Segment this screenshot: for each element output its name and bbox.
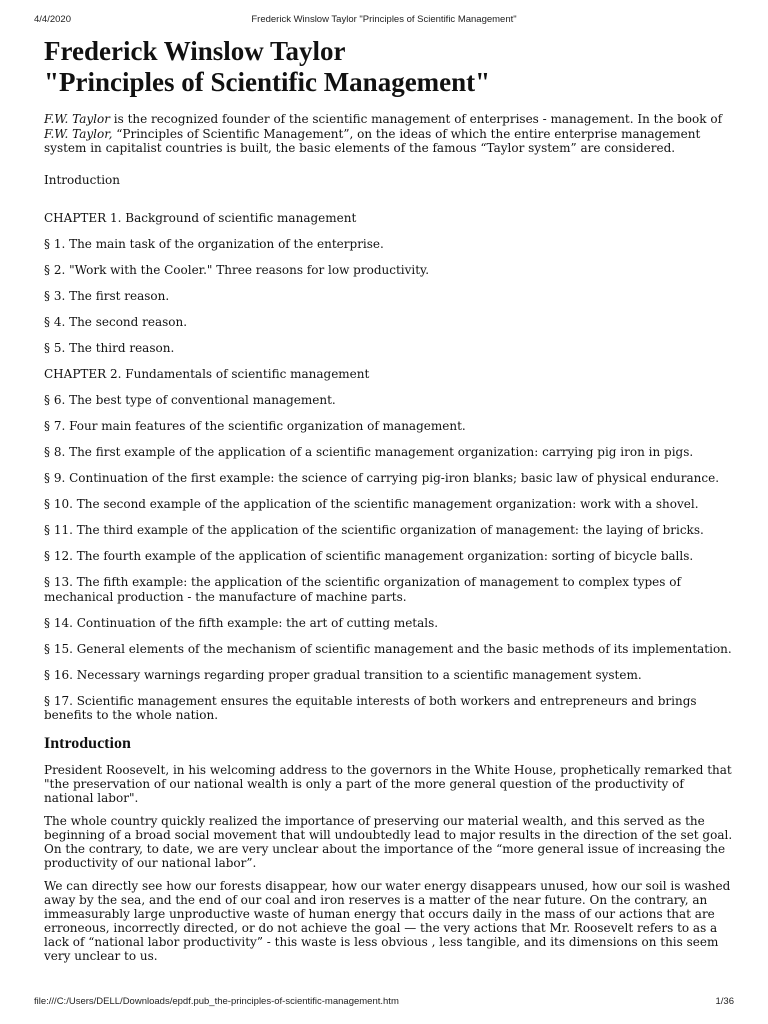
intro-paragraph bbox=[44, 112, 734, 156]
toc-section[interactable]: § 17. Scientific management ensures the equitable interests of both workers and entrepreneurs and brings benefits to the whole nation. bbox=[44, 693, 697, 722]
page-title-line1: Frederick Winslow Taylor bbox=[44, 36, 346, 66]
document-content bbox=[44, 36, 734, 972]
body-paragraph: The whole country quickly realized the importance of preserving our material wealth, and this served as the beginning of a broad social movement that will undoubtedly lead to major results in the direction of the set goal. On the contrary, to date, we are very unclear about the importance of the “more general issue of increasing the productivity of our national labor”. bbox=[44, 814, 733, 870]
body-paragraph: We can directly see how our forests disappear, how our water energy disappears unused, how our soil is washed away by the sea, and the end of our coal and iron reserves is a matter of the near future. On the contrary, an immeasurably large unproductive waste of human energy that occurs daily in the mass of our actions that are erroneous, incorrectly directed, or do not achieve the goal — the very actions that Mr. Roosevelt refers to as a lack of “national labor productivity” - this waste is less obvious , less tangible, and its dimensions on this seem very unclear to us. bbox=[44, 879, 731, 963]
toc-section[interactable]: § 6. The best type of conventional management. bbox=[44, 393, 336, 407]
toc-section[interactable]: § 16. Necessary warnings regarding proper gradual transition to a scientific management system. bbox=[44, 667, 642, 682]
toc-section[interactable]: § 5. The third reason. bbox=[44, 341, 175, 355]
toc-chapter[interactable]: CHAPTER 1. Background of scientific management bbox=[44, 211, 357, 225]
intro-text-1: is the recognized founder of the scientific management of enterprises - management. In the book of bbox=[109, 112, 723, 126]
toc-section[interactable]: § 7. Four main features of the scientific organization of management. bbox=[44, 419, 466, 433]
page-title bbox=[44, 36, 734, 98]
print-url: file:///C:/Users/DELL/Downloads/epdf.pub_the-principles-of-scientific-management.htm bbox=[34, 996, 399, 1007]
toc-section[interactable]: § 10. The second example of the application of the scientific management organization: work with a shovel. bbox=[44, 497, 699, 511]
print-header bbox=[34, 14, 734, 28]
toc-section[interactable]: § 9. Continuation of the first example: the science of carrying pig-iron blanks; basic law of physical endurance. bbox=[44, 471, 720, 485]
toc-section[interactable]: § 13. The fifth example: the application of the scientific organization of management to complex types of mechanical production - the manufacture of machine parts. bbox=[44, 575, 681, 604]
print-footer bbox=[34, 996, 734, 1010]
author-name-2: F.W. Taylor, bbox=[44, 126, 113, 141]
toc-section[interactable]: § 3. The first reason. bbox=[44, 289, 170, 303]
toc-section[interactable]: § 11. The third example of the application of the scientific organization of management: the laying of bricks. bbox=[44, 523, 704, 537]
page-title-line2: "Principles of Scientific Management" bbox=[44, 67, 491, 97]
toc-section[interactable]: § 14. Continuation of the fifth example: the art of cutting metals. bbox=[44, 615, 439, 630]
toc-introduction-link[interactable]: Introduction bbox=[44, 172, 120, 187]
print-page-title: Frederick Winslow Taylor "Principles of Scientific Management" bbox=[251, 14, 517, 25]
toc-section[interactable]: § 8. The first example of the application of a scientific management organization: carrying pig iron in pigs. bbox=[44, 445, 694, 459]
toc-section[interactable]: § 4. The second reason. bbox=[44, 315, 188, 329]
body-paragraph: President Roosevelt, in his welcoming address to the governors in the White House, prophetically remarked that "the preservation of our national wealth is only a part of the more general question of the productivity of national labor". bbox=[44, 763, 732, 805]
body-text bbox=[44, 763, 734, 963]
intro-text-2: “Principles of Scientific Management”, on the ideas of which the entire enterprise management system in capitalist countries is built, the basic elements of the famous “Taylor system” are considered. bbox=[44, 126, 701, 155]
toc-section[interactable]: § 12. The fourth example of the application of scientific management organization: sorting of bicycle balls. bbox=[44, 549, 694, 563]
print-date: 4/4/2020 bbox=[34, 14, 71, 25]
toc-section[interactable]: § 2. "Work with the Cooler." Three reasons for low productivity. bbox=[44, 263, 430, 277]
author-name: F.W. Taylor bbox=[44, 112, 110, 126]
toc-section[interactable]: § 15. General elements of the mechanism of scientific management and the basic methods of its implementation. bbox=[44, 641, 732, 656]
toc-chapter[interactable]: CHAPTER 2. Fundamentals of scientific management bbox=[44, 367, 370, 381]
toc-section[interactable]: § 1. The main task of the organization of the enterprise. bbox=[44, 237, 384, 251]
page-number: 1/36 bbox=[715, 996, 734, 1007]
section-heading: Introduction bbox=[44, 735, 131, 752]
table-of-contents bbox=[44, 211, 734, 723]
